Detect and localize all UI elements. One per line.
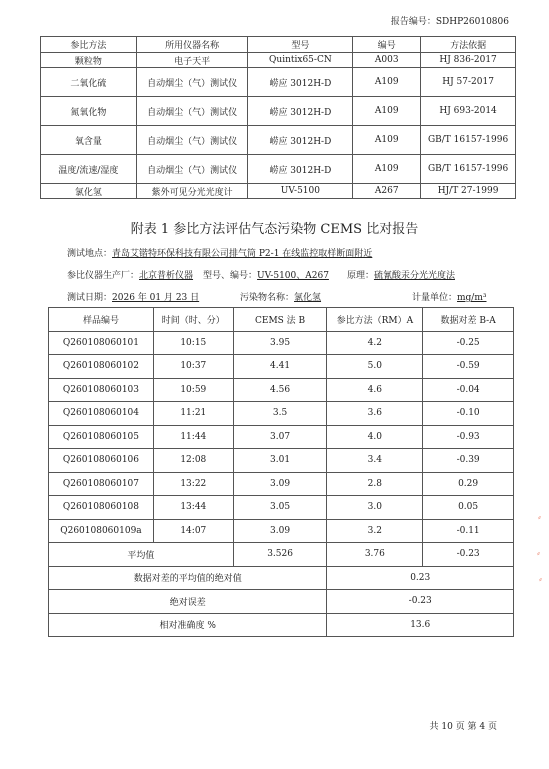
table-cell: 10:37 xyxy=(153,355,233,379)
table-cell: Q260108060101 xyxy=(49,331,154,355)
table-row xyxy=(41,126,516,155)
table-cell: 13:22 xyxy=(153,472,233,496)
info-pollutant xyxy=(240,290,321,303)
table-cell: HJ 57-2017 xyxy=(421,68,516,97)
date-value: 2026 年 01 月 23 日 xyxy=(112,293,200,303)
table-cell: 崂应 3012H-D xyxy=(248,126,353,155)
table-cell: -0.04 xyxy=(423,378,514,402)
table-cell: 氮氧化物 xyxy=(41,97,137,126)
relative-accuracy-row xyxy=(49,613,514,637)
table-cell: -0.25 xyxy=(423,331,514,355)
comparison-header-row xyxy=(49,308,514,332)
table-row xyxy=(41,68,516,97)
table-cell: 3.4 xyxy=(327,449,423,473)
table-cell: -0.39 xyxy=(423,449,514,473)
table-row xyxy=(41,155,516,184)
table-cell: A267 xyxy=(353,184,421,199)
pollutant-label: 污染物名称： xyxy=(240,293,295,303)
header-cell: 型号 xyxy=(248,37,353,53)
header-cell: 方法依据 xyxy=(421,37,516,53)
table-row xyxy=(49,425,514,449)
table-cell: 崂应 3012H-D xyxy=(248,155,353,184)
abs-error-value: -0.23 xyxy=(327,590,514,614)
table-cell: GB/T 16157-1996 xyxy=(421,155,516,184)
abs-mean-value: 0.23 xyxy=(327,566,514,590)
table-cell: 4.41 xyxy=(233,355,327,379)
stamp-fragment-mark: ⸗ xyxy=(539,575,542,585)
table-cell: 4.2 xyxy=(327,331,423,355)
table-cell: 温度/流速/湿度 xyxy=(41,155,137,184)
table-cell: -0.59 xyxy=(423,355,514,379)
maker-label: 参比仪器生产厂： xyxy=(67,271,140,281)
table-cell: 自动烟尘（气）测试仪 xyxy=(136,97,248,126)
table-cell: 颗粒物 xyxy=(41,53,137,68)
table-cell: -0.93 xyxy=(423,425,514,449)
table-cell: 电子天平 xyxy=(136,53,248,68)
table-cell: 4.0 xyxy=(327,425,423,449)
table-cell: 3.2 xyxy=(327,519,423,543)
principle-value: 硫氰酸汞分光光度法 xyxy=(373,271,455,281)
table-cell: 自动烟尘（气）测试仪 xyxy=(136,68,248,97)
table-row xyxy=(41,184,516,199)
table-cell: 14:07 xyxy=(153,519,233,543)
header-cell: 参比方法 xyxy=(41,37,137,53)
table-cell: 4.6 xyxy=(327,378,423,402)
unit-label: 计量单位： xyxy=(412,293,458,303)
info-site xyxy=(67,246,372,259)
report-title: 附表 1 参比方法评估气态污染物 CEMS 比对报告 xyxy=(130,222,419,237)
table-cell: HJ 836-2017 xyxy=(421,53,516,68)
table-cell: HJ/T 27-1999 xyxy=(421,184,516,199)
table-row xyxy=(49,331,514,355)
table-cell: 3.6 xyxy=(327,402,423,426)
maker-value: 北京普析仪器 xyxy=(139,271,194,281)
table-cell: 10:15 xyxy=(153,331,233,355)
table-cell: HJ 693-2014 xyxy=(421,97,516,126)
table-cell: 3.05 xyxy=(233,496,327,520)
table-cell: 11:21 xyxy=(153,402,233,426)
table-cell: 3.5 xyxy=(233,402,327,426)
table-cell: A109 xyxy=(353,126,421,155)
table-row xyxy=(49,449,514,473)
table-row xyxy=(49,519,514,543)
model-label: 型号、编号： xyxy=(203,271,258,281)
table-cell: Q260108060108 xyxy=(49,496,154,520)
table-cell: 3.07 xyxy=(233,425,327,449)
average-row xyxy=(49,543,514,567)
header-cell: 编号 xyxy=(353,37,421,53)
info-date xyxy=(67,290,199,303)
table-cell: 0.29 xyxy=(423,472,514,496)
table-cell: 二氧化硫 xyxy=(41,68,137,97)
report-number: 报告编号：SDHP26010806 xyxy=(390,17,509,27)
table-cell: 崂应 3012H-D xyxy=(248,97,353,126)
table-row xyxy=(41,97,516,126)
table-cell: 0.05 xyxy=(423,496,514,520)
relative-accuracy-label: 相对准确度 % xyxy=(49,613,327,637)
pollutant-value: 氯化氢 xyxy=(294,293,322,303)
abs-error-row xyxy=(49,590,514,614)
table-cell: -0.10 xyxy=(423,402,514,426)
table-row xyxy=(41,53,516,68)
table-cell: -0.11 xyxy=(423,519,514,543)
table-row xyxy=(49,496,514,520)
table-row xyxy=(49,378,514,402)
table-cell: GB/T 16157-1996 xyxy=(421,126,516,155)
table-cell: 3.95 xyxy=(233,331,327,355)
abs-mean-label: 数据对差的平均值的绝对值 xyxy=(49,566,327,590)
table-cell: UV-5100 xyxy=(248,184,353,199)
table-cell: A109 xyxy=(353,155,421,184)
table-cell: 氯化氢 xyxy=(41,184,137,199)
abs-error-label: 绝对误差 xyxy=(49,590,327,614)
table-cell: 自动烟尘（气）测试仪 xyxy=(136,126,248,155)
table-cell: 3.09 xyxy=(233,519,327,543)
site-value: 青岛艾锴特环保科技有限公司排气筒 P2-1 在线监控取样断面附近 xyxy=(112,249,373,259)
model-value: UV-5100、A267 xyxy=(257,271,329,281)
table-cell: Q260108060106 xyxy=(49,449,154,473)
unit-value: mg/m³ xyxy=(457,293,487,303)
table-cell: 3.09 xyxy=(233,472,327,496)
average-label: 平均值 xyxy=(49,543,234,567)
header-cell: 参比方法（RM）A xyxy=(327,308,423,332)
average-difference: -0.23 xyxy=(423,543,514,567)
table-cell: 12:08 xyxy=(153,449,233,473)
table-cell: 2.8 xyxy=(327,472,423,496)
table-cell: 氧含量 xyxy=(41,126,137,155)
table-cell: Q260108060107 xyxy=(49,472,154,496)
header-cell: 时间（时、分） xyxy=(153,308,233,332)
table-row xyxy=(49,402,514,426)
info-instrument xyxy=(67,268,455,281)
table-row xyxy=(49,472,514,496)
stamp-fragment-mark: ⸗ xyxy=(537,549,540,559)
stamp-fragment-mark: ⸗ xyxy=(538,513,541,523)
table-cell: A003 xyxy=(353,53,421,68)
table-cell: 自动烟尘（气）测试仪 xyxy=(136,155,248,184)
table-cell: 4.56 xyxy=(233,378,327,402)
table-cell: 崂应 3012H-D xyxy=(248,68,353,97)
page-footer: 共 10 页 第 4 页 xyxy=(429,722,497,732)
table-cell: 3.01 xyxy=(233,449,327,473)
principle-label: 原理： xyxy=(346,271,374,281)
table-cell: A109 xyxy=(353,97,421,126)
table-cell: 11:44 xyxy=(153,425,233,449)
table-cell: A109 xyxy=(353,68,421,97)
table-cell: Q260108060104 xyxy=(49,402,154,426)
average-reference: 3.76 xyxy=(327,543,423,567)
header-cell: 所用仪器名称 xyxy=(136,37,248,53)
info-unit xyxy=(412,290,487,303)
comparison-table xyxy=(48,307,514,637)
site-label: 测试地点： xyxy=(67,249,113,259)
table-cell: Quintix65-CN xyxy=(248,53,353,68)
table-cell: 13:44 xyxy=(153,496,233,520)
average-cems: 3.526 xyxy=(233,543,327,567)
table-cell: Q260108060105 xyxy=(49,425,154,449)
methods-table xyxy=(40,36,516,199)
table-cell: 紫外可见分光光度计 xyxy=(136,184,248,199)
table-cell: 5.0 xyxy=(327,355,423,379)
header-cell: CEMS 法 B xyxy=(233,308,327,332)
table-cell: Q260108060109a xyxy=(49,519,154,543)
relative-accuracy-value: 13.6 xyxy=(327,613,514,637)
header-cell: 数据对差 B-A xyxy=(423,308,514,332)
header-cell: 样品编号 xyxy=(49,308,154,332)
table-cell: 10:59 xyxy=(153,378,233,402)
date-label: 测试日期： xyxy=(67,293,113,303)
abs-mean-row xyxy=(49,566,514,590)
table-cell: Q260108060102 xyxy=(49,355,154,379)
table-row xyxy=(49,355,514,379)
table-cell: Q260108060103 xyxy=(49,378,154,402)
table-cell: 3.0 xyxy=(327,496,423,520)
methods-header-row xyxy=(41,37,516,53)
